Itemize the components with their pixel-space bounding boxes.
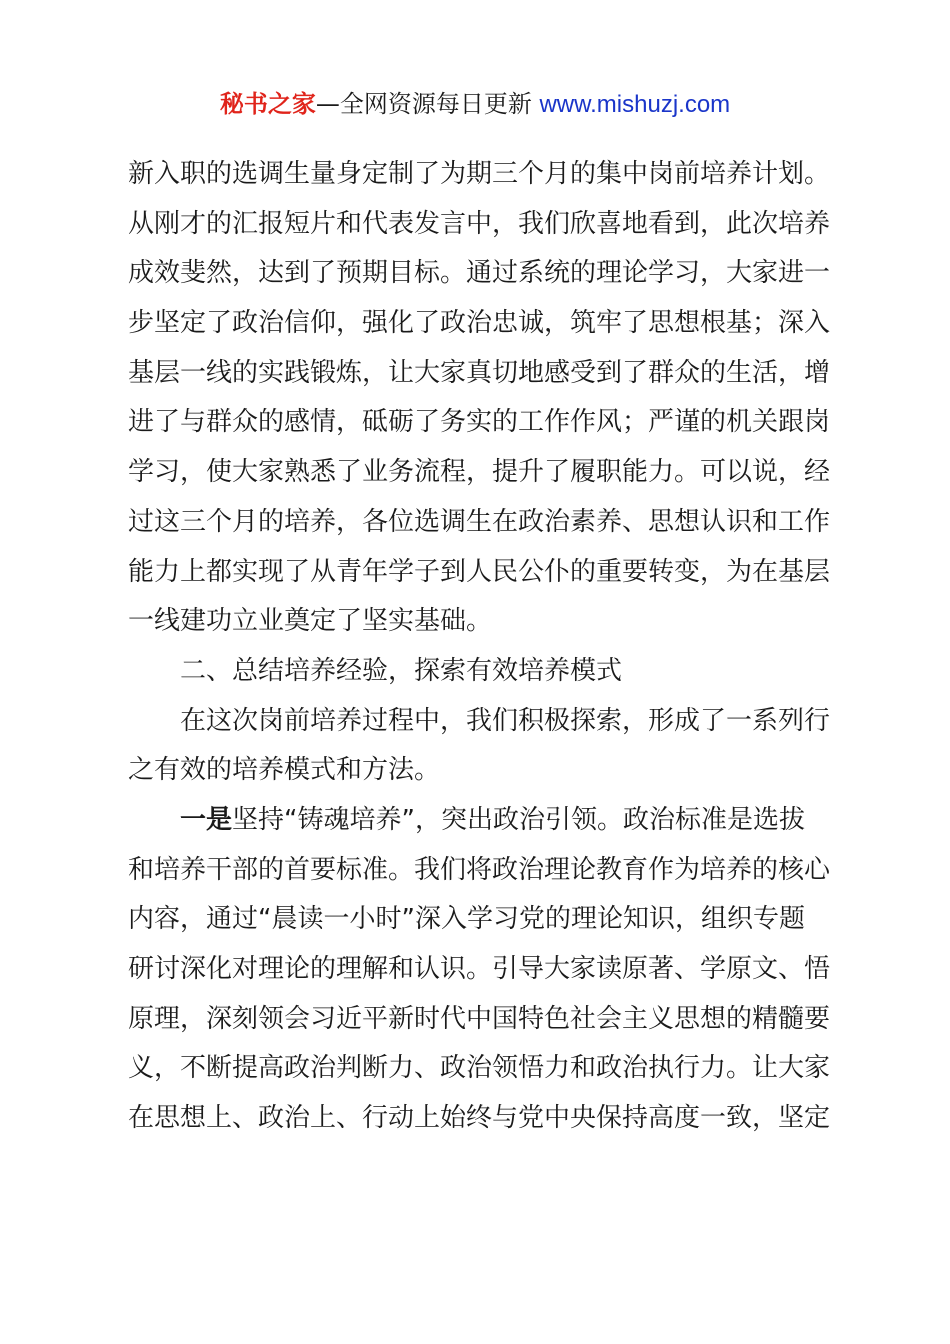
text-line: 在思想上、政治上、行动上始终与党中央保持高度一致，坚定 [128,1103,831,1134]
text-line: 成效斐然，达到了预期目标。通过系统的理论学习，大家进一 [128,258,831,289]
text-line: 义，不断提高政治判断力、政治领悟力和政治执行力。让大家 [128,1053,831,1084]
section-heading: 二、总结培养经验，探索有效培养模式 [180,655,623,686]
text-line: 和培养干部的首要标准。我们将政治理论教育作为培养的核心 [128,854,831,885]
text-line: 进了与群众的感情，砥砺了务实的工作作风；严谨的机关跟岗 [128,407,831,438]
text-line: 之有效的培养模式和方法。 [128,755,441,786]
header-tagline: —全网资源每日更新 [315,90,540,118]
document-body [128,150,832,1144]
text-line: 基层一线的实践锻炼，让大家真切地感受到了群众的生活，增 [128,357,831,388]
text-line: 过这三个月的培养，各位选调生在政治素养、思想认识和工作 [128,506,831,537]
text-line: 原理，深刻领会习近平新时代中国特色社会主义思想的精髓要 [128,1003,831,1034]
text-line: 从刚才的汇报短片和代表发言中，我们欣喜地看到，此次培养 [128,208,831,239]
text-line: 研讨深化对理论的理解和认识。引导大家读原著、学原文、悟 [128,954,831,984]
point-lead: 一是 [180,804,233,835]
brand-name: 秘书之家 [219,90,316,118]
text-line [128,796,832,846]
text-line: 学习，使大家熟悉了业务流程，提升了履职能力。可以说，经 [128,457,831,488]
text-line: 内容，通过“晨读一小时”深入学习党的理论知识，组织专题 [128,904,805,935]
text-line: 步坚定了政治信仰，强化了政治忠诚，筑牢了思想根基；深入 [128,308,831,339]
text-line: 一线建功立业奠定了坚实基础。 [128,606,493,637]
site-header [0,86,950,123]
text-line: 新入职的选调生量身定制了为期三个月的集中岗前培养计划。 [128,159,831,189]
site-url-link[interactable]: www.mishuzj.com [539,91,731,118]
point-text: 坚持“铸魂培养”，突出政治引领。政治标准是选拔 [232,804,805,835]
text-line: 能力上都实现了从青年学子到人民公仆的重要转变，为在基层 [128,556,831,587]
text-line: 在这次岗前培养过程中，我们积极探索，形成了一系列行 [180,705,831,736]
